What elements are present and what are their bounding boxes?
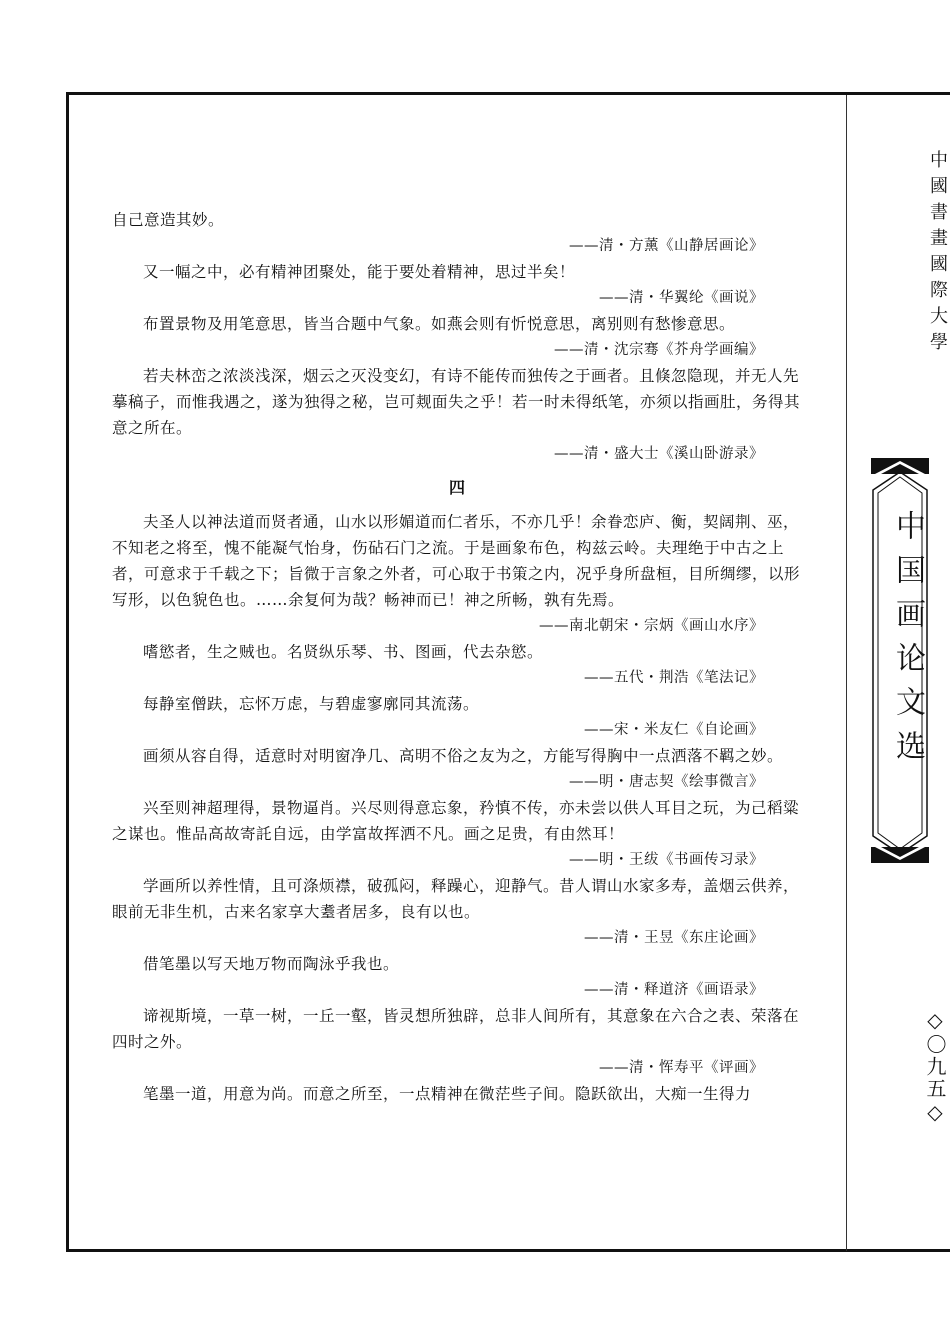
paragraph: 若夫林峦之浓淡浅深，烟云之灭没变幻，有诗不能传而独传之于画者。且倏忽隐现，并无人先摹稿子，而惟我遇之，遂为独得之秘，岂可觌面失之乎！若一时未得纸笔，亦须以指画肚，务得其意之所在。 — [112, 367, 801, 437]
column-divider — [846, 95, 847, 1251]
side-column — [848, 0, 950, 1344]
citation: ——南北朝宋・宗炳《画山水序》 — [539, 618, 764, 634]
paragraph: 借笔墨以写天地万物而陶泳乎我也。 — [143, 955, 400, 973]
paragraph: 兴至则神超理得，景物逼肖。兴尽则得意忘象，矜慎不传，亦未尝以供人耳目之玩，为己稻粱之谋也。惟品高故寄託自远，由学富故挥洒不凡。画之足贵，有由然耳！ — [112, 799, 800, 843]
paragraph: 布置景物及用笔意思，皆当合题中气象。如燕会则有忻悦意思，离别则有愁惨意思。 — [143, 315, 736, 333]
book-title-plaque — [871, 468, 929, 858]
paragraph: 又一幅之中，必有精神团聚处，能于要处着精神，思过半矣！ — [143, 263, 576, 281]
citation: ——清・王昱《东庄论画》 — [584, 930, 764, 946]
paragraph: 自己意造其妙。 — [112, 211, 225, 229]
paragraph: 笔墨一道，用意为尚。而意之所至，一点精神在微茫些子间。隐跃欲出，大痴一生得力 — [143, 1085, 752, 1103]
citation: ——清・释道济《画语录》 — [584, 982, 764, 998]
main-text — [112, 207, 802, 1107]
band-ornament-icon — [871, 847, 929, 863]
paragraph: 画须从容自得，适意时对明窗净几、高明不俗之友为之，方能写得胸中一点洒落不羁之妙。 — [143, 747, 784, 765]
school-name: 中國書畫國際大學 — [927, 150, 948, 358]
citation: ——清・沈宗骞《芥舟学画编》 — [554, 342, 764, 358]
page-number: ◇〇九五◇ — [923, 1008, 947, 1126]
citation: ——明・唐志契《绘事微言》 — [569, 774, 764, 790]
citation: ——明・王绂《书画传习录》 — [569, 852, 764, 868]
citation: ——清・恽寿平《评画》 — [599, 1060, 764, 1076]
citation: ——清・方薰《山静居画论》 — [569, 238, 764, 254]
book-title: 中国画论文选 — [890, 510, 925, 774]
citation: ——清・盛大士《溪山卧游录》 — [554, 446, 764, 462]
paragraph: 学画所以养性情，且可涤烦襟，破孤闷，释躁心，迎静气。昔人谓山水家多寿，盖烟云供养，眼前无非生机，古来名家享大耋者居多，良有以也。 — [112, 877, 800, 921]
citation: ——五代・荆浩《笔法记》 — [584, 670, 764, 686]
citation: ——清・华翼纶《画说》 — [599, 290, 764, 306]
plaque-band-bottom — [871, 847, 929, 863]
citation: ——宋・米友仁《自论画》 — [584, 722, 764, 738]
section-heading: 四 — [448, 478, 465, 497]
paragraph: 每静室僧趺，忘怀万虑，与碧虚寥廓同其流荡。 — [143, 695, 480, 713]
paragraph: 夫圣人以神法道而贤者通，山水以形媚道而仁者乐，不亦几乎！余眷恋庐、衡，契阔荆、巫，不知老之将至，愧不能凝气怡身，伤砧石门之流。于是画象布色，构兹云岭。夫理绝于中古之上者，可意求于千载之下；旨微于言象之外者，可心取于书策之内，况乎身所盘桓，目所绸缪，以形写形，以色貌色也。……余复何为哉？畅神而已！神之所畅，孰有先焉。 — [112, 513, 801, 609]
paragraph: 嗜慾者，生之贼也。名贤纵乐琴、书、图画，代去杂慾。 — [143, 643, 544, 661]
paragraph: 谛视斯境，一草一树，一丘一壑，皆灵想所独辟，总非人间所有，其意象在六合之表、荣落在四时之外。 — [112, 1007, 800, 1051]
